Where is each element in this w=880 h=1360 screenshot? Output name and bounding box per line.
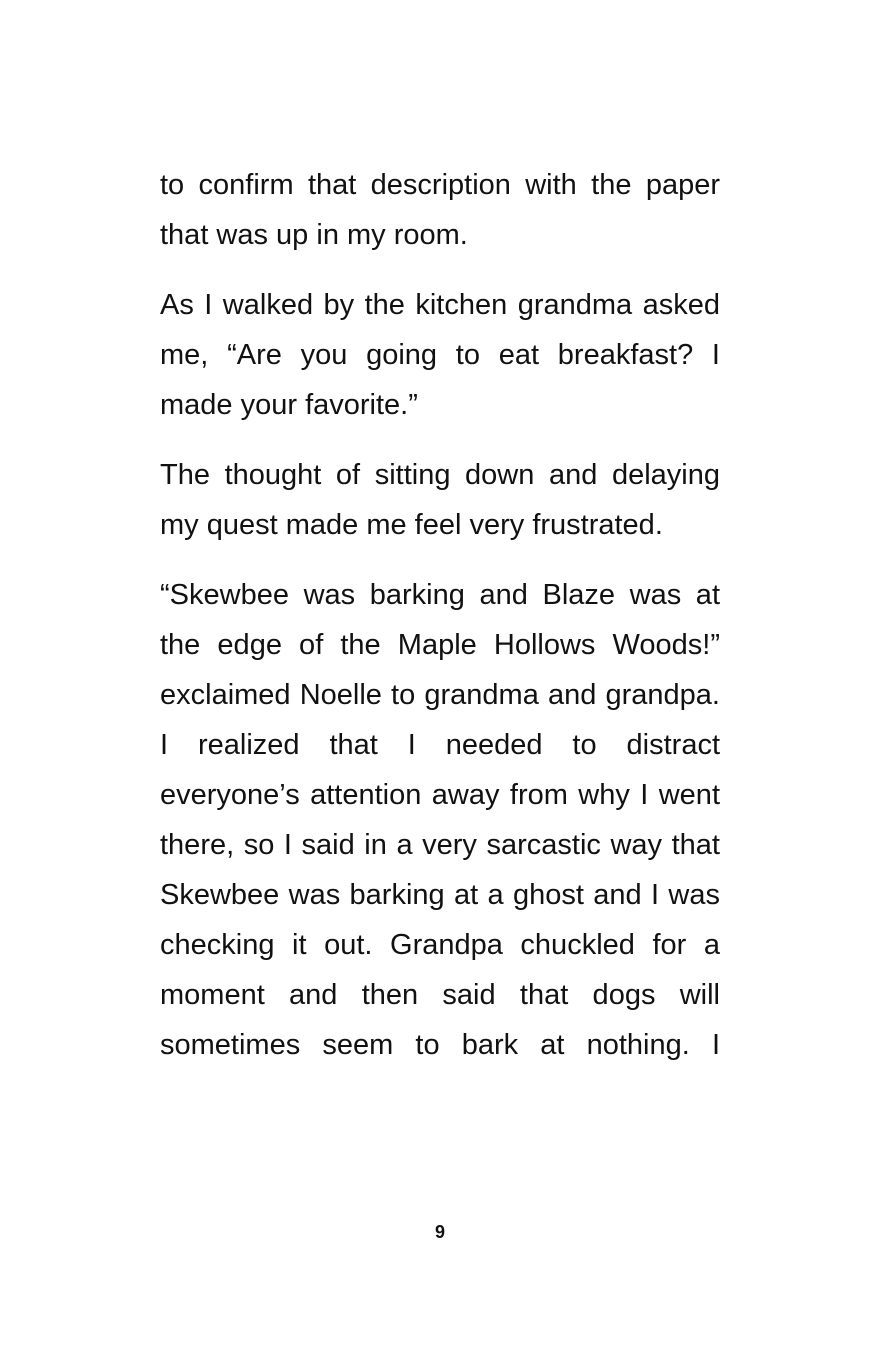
paragraph-1: to confirm that description with the paper that was up in my room. [160, 169, 720, 251]
body-text [160, 160, 720, 1090]
page-number: 9 [434, 1222, 445, 1242]
paragraph-3: The thought of sitting down and delaying my quest made me feel very frustrated. [160, 459, 720, 541]
paragraph-4: “Skewbee was barking and Blaze was at the edge of the Maple Hollows Woods!” exclaimed Noelle to grandma and grandpa. I realized that I needed to distract everyone’s attention away from why I went there, so I said in a very sarcastic way that Skewbee was barking at a ghost and I was checking it out. Grandpa chuckled for a moment and then said that dogs will sometimes seem to bark at nothing. I [160, 579, 720, 1061]
paragraph-2: As I walked by the kitchen grandma asked me, “Are you going to eat breakfast? I made your favorite.” [160, 289, 720, 421]
